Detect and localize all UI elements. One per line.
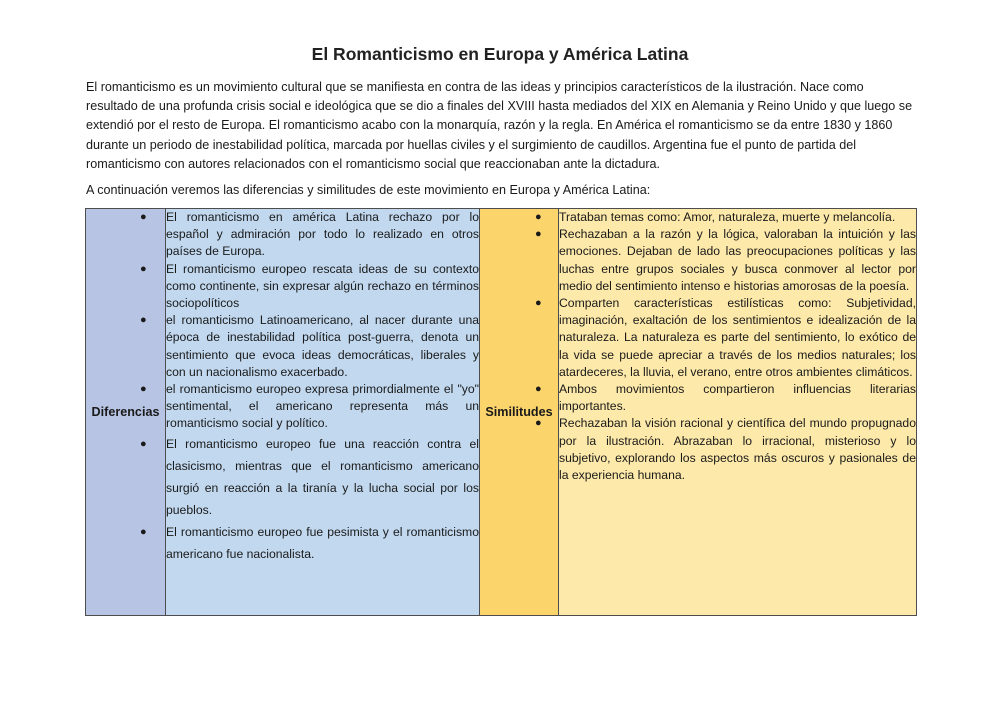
lead-paragraph: A continuación veremos las diferencias y similitudes de este movimiento en Europa y América Latina: bbox=[86, 183, 651, 197]
similarities-item bbox=[535, 295, 916, 381]
bullet-icon: ● bbox=[140, 211, 147, 223]
similarities-item-text: Trataban temas como: Amor, naturaleza, muerte y melancolía. bbox=[559, 210, 896, 224]
differences-item-text: el romanticismo Latinoamericano, al nacer durante una época de inestabilidad política post-guerra, denota un sentimiento que evoca ideas democráticas, liberales y con un nacionalismo exacerbado. bbox=[166, 313, 479, 379]
differences-item bbox=[140, 521, 479, 565]
bullet-icon: ● bbox=[140, 314, 147, 327]
similarities-item-text: Rechazaban a la razón y la lógica, valoraban la intuición y las emociones. Dejaban de lado las preocupaciones políticas y las luchas entre grupos sociales y busca conmover al lector por medio del sentimiento intenso e historias amorosas de la poesía. bbox=[559, 227, 916, 293]
bullet-icon: ● bbox=[535, 228, 542, 241]
differences-item-text: El romanticismo en américa Latina rechazo por lo español y admiración por todo lo realizado en otros países de Europa. bbox=[166, 210, 479, 259]
bullet-icon: ● bbox=[535, 297, 542, 310]
differences-item bbox=[140, 381, 479, 433]
differences-item bbox=[140, 261, 479, 313]
similarities-item-text: Ambos movimientos compartieron influencias literarias importantes. bbox=[559, 382, 916, 414]
differences-item-text: El romanticismo europeo rescata ideas de su contexto como continente, sin expresar algún rechazo en términos sociopolíticos bbox=[166, 261, 479, 311]
bullet-icon: ● bbox=[535, 383, 542, 396]
differences-item bbox=[140, 209, 479, 261]
bullet-icon: ● bbox=[140, 383, 147, 396]
bullet-icon: ● bbox=[140, 437, 147, 450]
comparison-row bbox=[86, 209, 917, 616]
differences-item bbox=[140, 312, 479, 381]
similarities-item-text: Comparten características estilísticas como: Subjetividad, imaginación, exaltación de los sentimientos e idealización de la naturaleza. La naturaleza es parte del sentimiento, lo exótico de la vida se puede apreciar a través de los medios naturales; los atardeceres, la lluvia, el verano, entre otros ambientes climáticos. bbox=[559, 296, 916, 379]
bullet-icon: ● bbox=[535, 211, 542, 223]
similarities-item bbox=[535, 415, 916, 484]
similarities-item bbox=[535, 381, 916, 415]
differences-item-text: El romanticismo europeo fue una reacción contra el clasicismo, mientras que el romanticismo americano surgió en reacción a la tiranía y la lucha social por los pueblos. bbox=[166, 436, 479, 517]
differences-item-text: El romanticismo europeo fue pesimista y el romanticismo americano fue nacionalista. bbox=[166, 524, 479, 561]
similarities-list bbox=[535, 209, 916, 484]
bullet-icon: ● bbox=[140, 525, 147, 538]
similarities-header: Similitudes bbox=[480, 209, 559, 616]
document-title: El Romanticismo en Europa y América Latina bbox=[311, 44, 689, 64]
bullet-icon: ● bbox=[140, 262, 147, 275]
differences-item-text: el romanticismo europeo expresa primordialmente el "yo" sentimental, el americano representa más un romanticismo social y político. bbox=[166, 382, 479, 431]
similarities-item-text: Rechazaban la visión racional y científica del mundo propugnado por la ilustración. Abrazaban lo irracional, misterioso y lo subjetivo, explorando los aspectos más oscuros y pasionales de la experiencia humana. bbox=[559, 416, 916, 483]
comparison-table bbox=[85, 208, 917, 616]
differences-list bbox=[140, 209, 479, 565]
similarities-item bbox=[535, 209, 916, 226]
differences-header: Diferencias bbox=[86, 209, 166, 616]
differences-cell bbox=[140, 209, 480, 616]
differences-item bbox=[140, 433, 479, 521]
intro-paragraph: El romanticismo es un movimiento cultural que se manifiesta en contra de las ideas y principios característicos de la ilustración. Nace como resultado de una profunda crisis social e ideológica que se dio a finales del XVIII hasta mediados del XIX en Alemania y Reino Unido y que luego se extendió por el resto de Europa. El romanticismo acabo con la monarquía, razón y la regla. En América el romanticismo se da entre 1830 y 1860 durante un periodo de inestabilidad política, marcada por huellas civiles y el surgimiento de caudillos. Argentina fue el punto de partida del romanticismo con autores relacionados con el romanticismo social que reaccionaban ante la dictadura. bbox=[86, 80, 913, 171]
similarities-cell bbox=[535, 209, 917, 616]
similarities-item bbox=[535, 226, 916, 295]
bullet-icon: ● bbox=[535, 417, 542, 430]
